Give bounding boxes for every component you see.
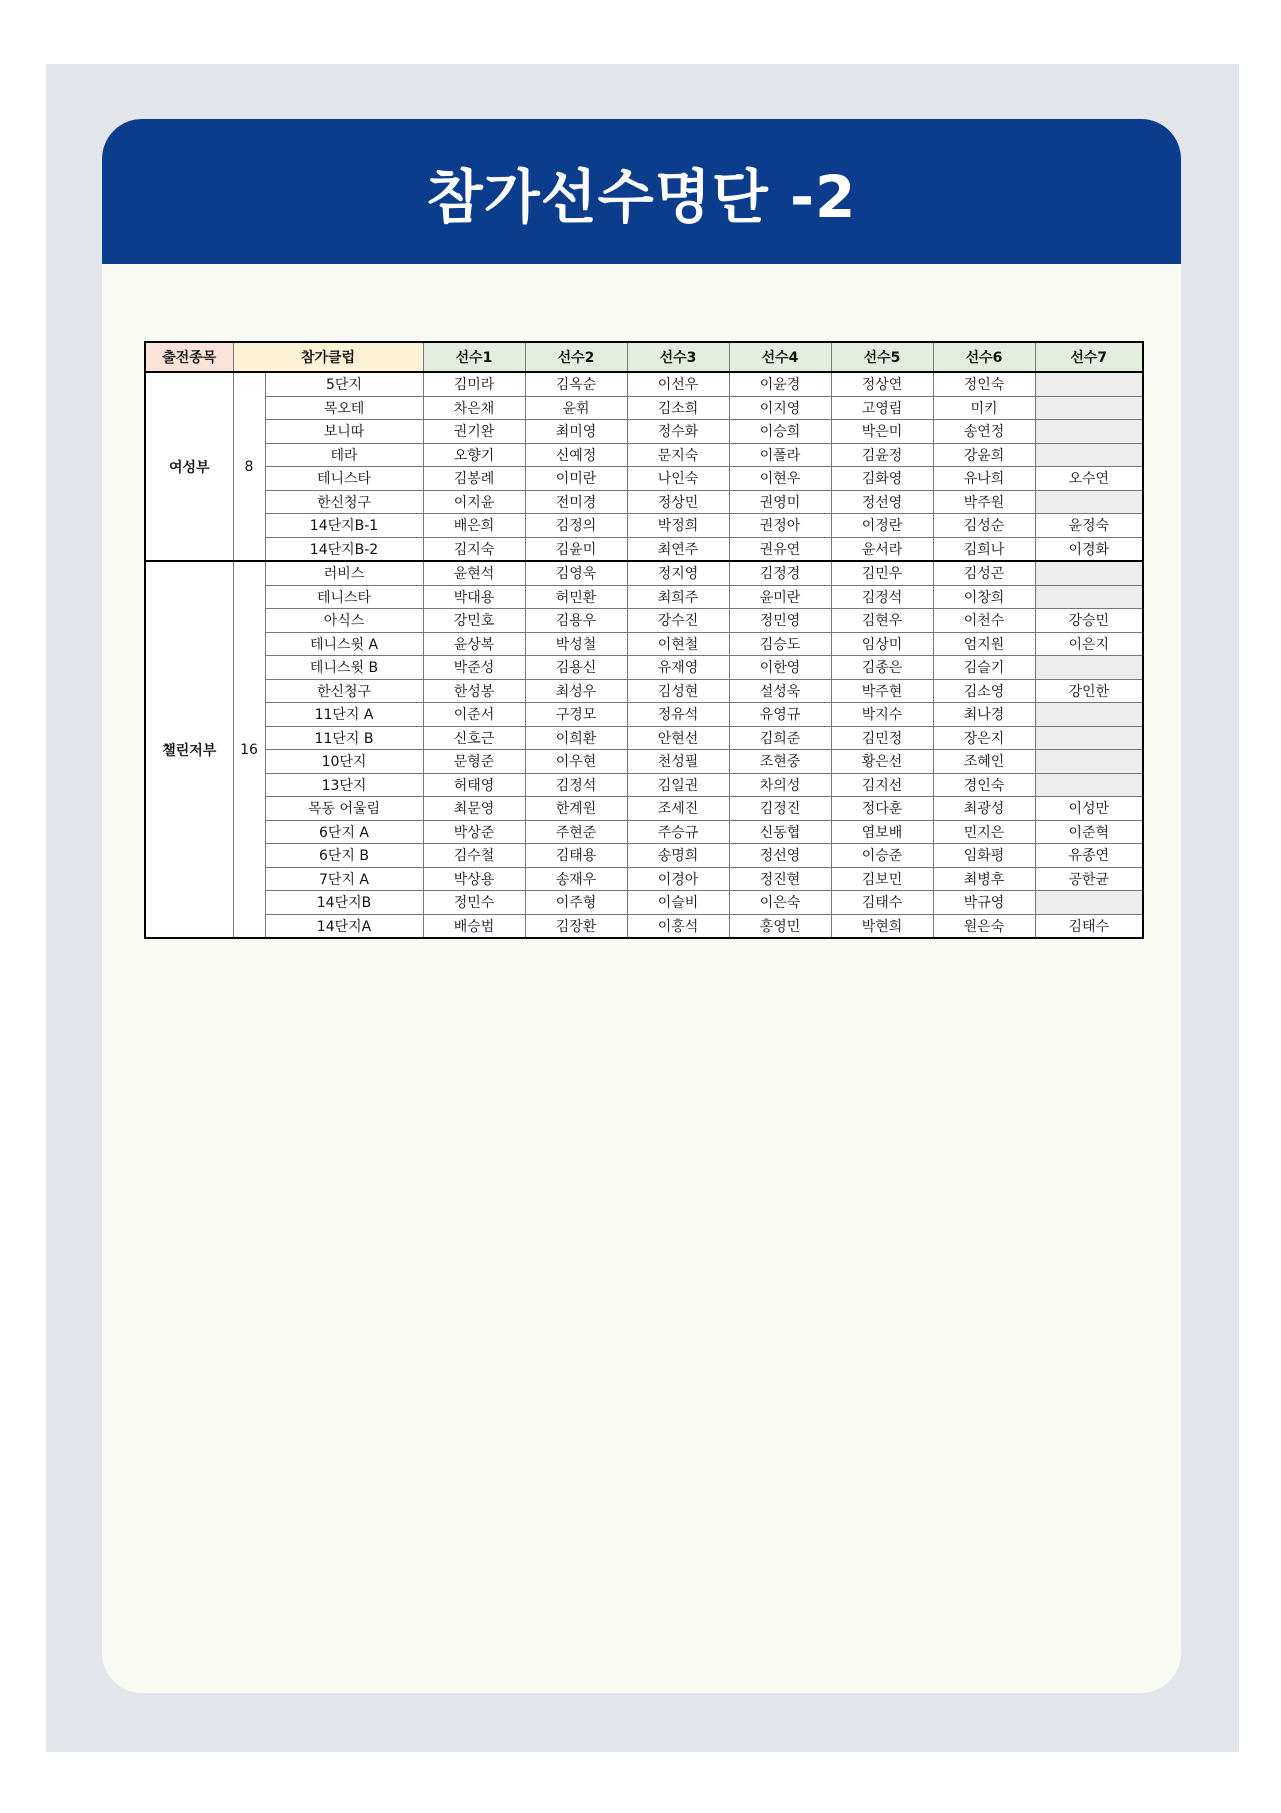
player-cell: 김희나 bbox=[933, 537, 1035, 561]
player-cell: 최문영 bbox=[423, 797, 525, 821]
table-row bbox=[145, 443, 1143, 467]
player-cell: 강윤희 bbox=[933, 443, 1035, 467]
team-count-cell: 16 bbox=[233, 561, 265, 938]
player-cell: 문지숙 bbox=[627, 443, 729, 467]
player-cell: 미키 bbox=[933, 396, 1035, 420]
club-cell: 한신청구 bbox=[265, 679, 423, 703]
player-cell: 정선영 bbox=[831, 490, 933, 514]
player-cell: 이현철 bbox=[627, 632, 729, 656]
player-cell: 김정진 bbox=[729, 797, 831, 821]
player-cell: 윤현석 bbox=[423, 561, 525, 585]
player-cell: 천성필 bbox=[627, 750, 729, 774]
player-cell: 이지영 bbox=[729, 396, 831, 420]
header-cell-player6: 선수6 bbox=[933, 342, 1035, 372]
player-cell: 이주형 bbox=[525, 891, 627, 915]
document-card bbox=[102, 119, 1181, 1693]
player-cell: 박은미 bbox=[831, 420, 933, 444]
player-cell: 박지수 bbox=[831, 703, 933, 727]
player-cell: 한성봉 bbox=[423, 679, 525, 703]
player-cell: 김현우 bbox=[831, 609, 933, 633]
table-row bbox=[145, 797, 1143, 821]
club-cell: 6단지 A bbox=[265, 820, 423, 844]
player-cell: 강인한 bbox=[1035, 679, 1143, 703]
player-cell: 임화평 bbox=[933, 844, 1035, 868]
player-cell: 김소희 bbox=[627, 396, 729, 420]
table-row bbox=[145, 891, 1143, 915]
player-cell: 민지은 bbox=[933, 820, 1035, 844]
player-cell: 윤상복 bbox=[423, 632, 525, 656]
player-cell: 최광성 bbox=[933, 797, 1035, 821]
player-cell: 이은지 bbox=[1035, 632, 1143, 656]
table-row bbox=[145, 632, 1143, 656]
player-cell: 이성만 bbox=[1035, 797, 1143, 821]
player-cell: 박규영 bbox=[933, 891, 1035, 915]
table-row bbox=[145, 844, 1143, 868]
player-cell: 박상준 bbox=[423, 820, 525, 844]
table-row bbox=[145, 773, 1143, 797]
player-cell: 권영미 bbox=[729, 490, 831, 514]
club-cell: 테니스타 bbox=[265, 585, 423, 609]
player-cell: 이창희 bbox=[933, 585, 1035, 609]
header-cell-player5: 선수5 bbox=[831, 342, 933, 372]
player-cell: 박정희 bbox=[627, 514, 729, 538]
player-cell: 주승규 bbox=[627, 820, 729, 844]
player-cell: 박주현 bbox=[831, 679, 933, 703]
player-cell: 박성철 bbox=[525, 632, 627, 656]
player-cell: 정민수 bbox=[423, 891, 525, 915]
table-row bbox=[145, 679, 1143, 703]
player-cell: 경인숙 bbox=[933, 773, 1035, 797]
player-cell: 김미라 bbox=[423, 372, 525, 396]
player-cell: 이승준 bbox=[831, 844, 933, 868]
player-cell: 김소영 bbox=[933, 679, 1035, 703]
table-row bbox=[145, 820, 1143, 844]
club-cell: 13단지 bbox=[265, 773, 423, 797]
player-cell: 이천수 bbox=[933, 609, 1035, 633]
roster-body bbox=[145, 372, 1143, 938]
club-cell: 5단지 bbox=[265, 372, 423, 396]
player-cell: 강민호 bbox=[423, 609, 525, 633]
club-cell: 14단지B bbox=[265, 891, 423, 915]
player-cell: 조혜인 bbox=[933, 750, 1035, 774]
header-row bbox=[145, 342, 1143, 372]
player-cell: 신예정 bbox=[525, 443, 627, 467]
player-cell: 김용우 bbox=[525, 609, 627, 633]
player-cell bbox=[1035, 561, 1143, 585]
player-cell: 유영규 bbox=[729, 703, 831, 727]
player-cell: 윤미란 bbox=[729, 585, 831, 609]
player-cell: 나인숙 bbox=[627, 467, 729, 491]
table-row bbox=[145, 514, 1143, 538]
roster-table bbox=[144, 341, 1144, 939]
player-cell bbox=[1035, 585, 1143, 609]
player-cell: 고영림 bbox=[831, 396, 933, 420]
player-cell: 정상연 bbox=[831, 372, 933, 396]
player-cell: 배승범 bbox=[423, 914, 525, 938]
player-cell: 박대용 bbox=[423, 585, 525, 609]
player-cell: 안현선 bbox=[627, 726, 729, 750]
player-cell: 신호근 bbox=[423, 726, 525, 750]
player-cell: 전미경 bbox=[525, 490, 627, 514]
table-row bbox=[145, 867, 1143, 891]
player-cell: 원은숙 bbox=[933, 914, 1035, 938]
table-row bbox=[145, 914, 1143, 938]
player-cell: 김성곤 bbox=[933, 561, 1035, 585]
player-cell: 이우현 bbox=[525, 750, 627, 774]
player-cell: 공한균 bbox=[1035, 867, 1143, 891]
player-cell: 이현우 bbox=[729, 467, 831, 491]
page-title: 참가선수명단 -2 bbox=[426, 162, 857, 231]
player-cell: 김지숙 bbox=[423, 537, 525, 561]
player-cell: 황은선 bbox=[831, 750, 933, 774]
table-row bbox=[145, 585, 1143, 609]
player-cell: 김지선 bbox=[831, 773, 933, 797]
table-row bbox=[145, 656, 1143, 680]
player-cell: 김민우 bbox=[831, 561, 933, 585]
club-cell: 보니따 bbox=[265, 420, 423, 444]
event-cell: 챌린저부 bbox=[145, 561, 233, 938]
player-cell: 정진현 bbox=[729, 867, 831, 891]
player-cell: 정민영 bbox=[729, 609, 831, 633]
player-cell: 윤휘 bbox=[525, 396, 627, 420]
player-cell: 장은지 bbox=[933, 726, 1035, 750]
header-cell-player2: 선수2 bbox=[525, 342, 627, 372]
player-cell: 김보민 bbox=[831, 867, 933, 891]
player-cell: 구경모 bbox=[525, 703, 627, 727]
table-row bbox=[145, 726, 1143, 750]
player-cell: 정수화 bbox=[627, 420, 729, 444]
player-cell: 이지윤 bbox=[423, 490, 525, 514]
club-cell: 목오테 bbox=[265, 396, 423, 420]
player-cell bbox=[1035, 726, 1143, 750]
player-cell: 박준성 bbox=[423, 656, 525, 680]
player-cell: 정지영 bbox=[627, 561, 729, 585]
player-cell: 김일권 bbox=[627, 773, 729, 797]
player-cell: 조세진 bbox=[627, 797, 729, 821]
player-cell: 강승민 bbox=[1035, 609, 1143, 633]
player-cell: 한계원 bbox=[525, 797, 627, 821]
title-banner bbox=[102, 119, 1181, 264]
player-cell: 김영욱 bbox=[525, 561, 627, 585]
player-cell: 유재영 bbox=[627, 656, 729, 680]
player-cell: 이미란 bbox=[525, 467, 627, 491]
player-cell: 이승희 bbox=[729, 420, 831, 444]
player-cell: 홍영민 bbox=[729, 914, 831, 938]
player-cell: 최나경 bbox=[933, 703, 1035, 727]
player-cell: 이선우 bbox=[627, 372, 729, 396]
player-cell: 차의성 bbox=[729, 773, 831, 797]
header-cell-player7: 선수7 bbox=[1035, 342, 1143, 372]
player-cell bbox=[1035, 891, 1143, 915]
player-cell: 박현희 bbox=[831, 914, 933, 938]
player-cell: 김정석 bbox=[831, 585, 933, 609]
player-cell: 최연주 bbox=[627, 537, 729, 561]
player-cell: 김윤정 bbox=[831, 443, 933, 467]
header-cell-club: 참가클럽 bbox=[233, 342, 423, 372]
player-cell: 이윤경 bbox=[729, 372, 831, 396]
player-cell: 김용신 bbox=[525, 656, 627, 680]
player-cell: 강수진 bbox=[627, 609, 729, 633]
club-cell: 테니스윗 A bbox=[265, 632, 423, 656]
club-cell: 테라 bbox=[265, 443, 423, 467]
player-cell: 김슬기 bbox=[933, 656, 1035, 680]
player-cell bbox=[1035, 490, 1143, 514]
player-cell: 차은채 bbox=[423, 396, 525, 420]
player-cell: 배은희 bbox=[423, 514, 525, 538]
player-cell: 최미영 bbox=[525, 420, 627, 444]
player-cell: 이경화 bbox=[1035, 537, 1143, 561]
player-cell: 정유석 bbox=[627, 703, 729, 727]
header-cell-player1: 선수1 bbox=[423, 342, 525, 372]
player-cell: 허태영 bbox=[423, 773, 525, 797]
player-cell: 권유연 bbox=[729, 537, 831, 561]
player-cell: 신동협 bbox=[729, 820, 831, 844]
player-cell: 이희환 bbox=[525, 726, 627, 750]
player-cell: 송연정 bbox=[933, 420, 1035, 444]
player-cell: 김장환 bbox=[525, 914, 627, 938]
player-cell bbox=[1035, 656, 1143, 680]
player-cell: 김정석 bbox=[525, 773, 627, 797]
player-cell bbox=[1035, 372, 1143, 396]
table-row bbox=[145, 537, 1143, 561]
player-cell: 허민환 bbox=[525, 585, 627, 609]
table-row bbox=[145, 561, 1143, 585]
player-cell: 김희준 bbox=[729, 726, 831, 750]
player-cell: 설성욱 bbox=[729, 679, 831, 703]
player-cell: 김봉례 bbox=[423, 467, 525, 491]
table-row bbox=[145, 372, 1143, 396]
player-cell: 박주원 bbox=[933, 490, 1035, 514]
table-row bbox=[145, 703, 1143, 727]
player-cell: 윤서라 bbox=[831, 537, 933, 561]
player-cell: 최성우 bbox=[525, 679, 627, 703]
header-cell-player4: 선수4 bbox=[729, 342, 831, 372]
player-cell: 오수연 bbox=[1035, 467, 1143, 491]
club-cell: 10단지 bbox=[265, 750, 423, 774]
player-cell: 이한영 bbox=[729, 656, 831, 680]
player-cell: 조현중 bbox=[729, 750, 831, 774]
player-cell: 김윤미 bbox=[525, 537, 627, 561]
table-row bbox=[145, 396, 1143, 420]
player-cell: 이준서 bbox=[423, 703, 525, 727]
player-cell: 김화영 bbox=[831, 467, 933, 491]
club-cell: 목동 어울림 bbox=[265, 797, 423, 821]
player-cell: 김태용 bbox=[525, 844, 627, 868]
player-cell: 김정경 bbox=[729, 561, 831, 585]
table-row bbox=[145, 609, 1143, 633]
player-cell: 엄지원 bbox=[933, 632, 1035, 656]
player-cell: 김태수 bbox=[831, 891, 933, 915]
player-cell: 김정의 bbox=[525, 514, 627, 538]
player-cell: 주현준 bbox=[525, 820, 627, 844]
club-cell: 테니스윗 B bbox=[265, 656, 423, 680]
club-cell: 11단지 B bbox=[265, 726, 423, 750]
player-cell: 윤정숙 bbox=[1035, 514, 1143, 538]
player-cell: 김수철 bbox=[423, 844, 525, 868]
club-cell: 아식스 bbox=[265, 609, 423, 633]
table-row bbox=[145, 750, 1143, 774]
player-cell: 이폴라 bbox=[729, 443, 831, 467]
event-cell: 여성부 bbox=[145, 372, 233, 561]
player-cell: 이정란 bbox=[831, 514, 933, 538]
player-cell: 이홍석 bbox=[627, 914, 729, 938]
player-cell: 권정아 bbox=[729, 514, 831, 538]
player-cell: 박상용 bbox=[423, 867, 525, 891]
club-cell: 14단지B-1 bbox=[265, 514, 423, 538]
header-cell-player3: 선수3 bbox=[627, 342, 729, 372]
player-cell bbox=[1035, 750, 1143, 774]
player-cell: 이준혁 bbox=[1035, 820, 1143, 844]
player-cell: 정선영 bbox=[729, 844, 831, 868]
player-cell: 유나희 bbox=[933, 467, 1035, 491]
table-row bbox=[145, 490, 1143, 514]
player-cell: 김옥순 bbox=[525, 372, 627, 396]
player-cell bbox=[1035, 396, 1143, 420]
player-cell: 염보배 bbox=[831, 820, 933, 844]
player-cell bbox=[1035, 773, 1143, 797]
player-cell bbox=[1035, 443, 1143, 467]
header-cell-event: 출전종목 bbox=[145, 342, 233, 372]
player-cell: 이슬비 bbox=[627, 891, 729, 915]
player-cell: 김태수 bbox=[1035, 914, 1143, 938]
club-cell: 6단지 B bbox=[265, 844, 423, 868]
club-cell: 한신청구 bbox=[265, 490, 423, 514]
player-cell bbox=[1035, 420, 1143, 444]
club-cell: 11단지 A bbox=[265, 703, 423, 727]
player-cell: 오향기 bbox=[423, 443, 525, 467]
player-cell: 송명희 bbox=[627, 844, 729, 868]
player-cell: 최희주 bbox=[627, 585, 729, 609]
club-cell: 러비스 bbox=[265, 561, 423, 585]
player-cell bbox=[1035, 703, 1143, 727]
player-cell: 이은숙 bbox=[729, 891, 831, 915]
team-count-cell: 8 bbox=[233, 372, 265, 561]
club-cell: 14단지A bbox=[265, 914, 423, 938]
player-cell: 김승도 bbox=[729, 632, 831, 656]
table-row bbox=[145, 467, 1143, 491]
club-cell: 14단지B-2 bbox=[265, 537, 423, 561]
player-cell: 유종연 bbox=[1035, 844, 1143, 868]
player-cell: 정상민 bbox=[627, 490, 729, 514]
player-cell: 권기완 bbox=[423, 420, 525, 444]
player-cell: 김성현 bbox=[627, 679, 729, 703]
table-row bbox=[145, 420, 1143, 444]
player-cell: 정인숙 bbox=[933, 372, 1035, 396]
club-cell: 7단지 A bbox=[265, 867, 423, 891]
player-cell: 김성순 bbox=[933, 514, 1035, 538]
player-cell: 송재우 bbox=[525, 867, 627, 891]
player-cell: 김민정 bbox=[831, 726, 933, 750]
player-cell: 문형준 bbox=[423, 750, 525, 774]
player-cell: 최병후 bbox=[933, 867, 1035, 891]
player-cell: 김종은 bbox=[831, 656, 933, 680]
player-cell: 임상미 bbox=[831, 632, 933, 656]
player-cell: 이경아 bbox=[627, 867, 729, 891]
club-cell: 테니스타 bbox=[265, 467, 423, 491]
player-cell: 정다훈 bbox=[831, 797, 933, 821]
